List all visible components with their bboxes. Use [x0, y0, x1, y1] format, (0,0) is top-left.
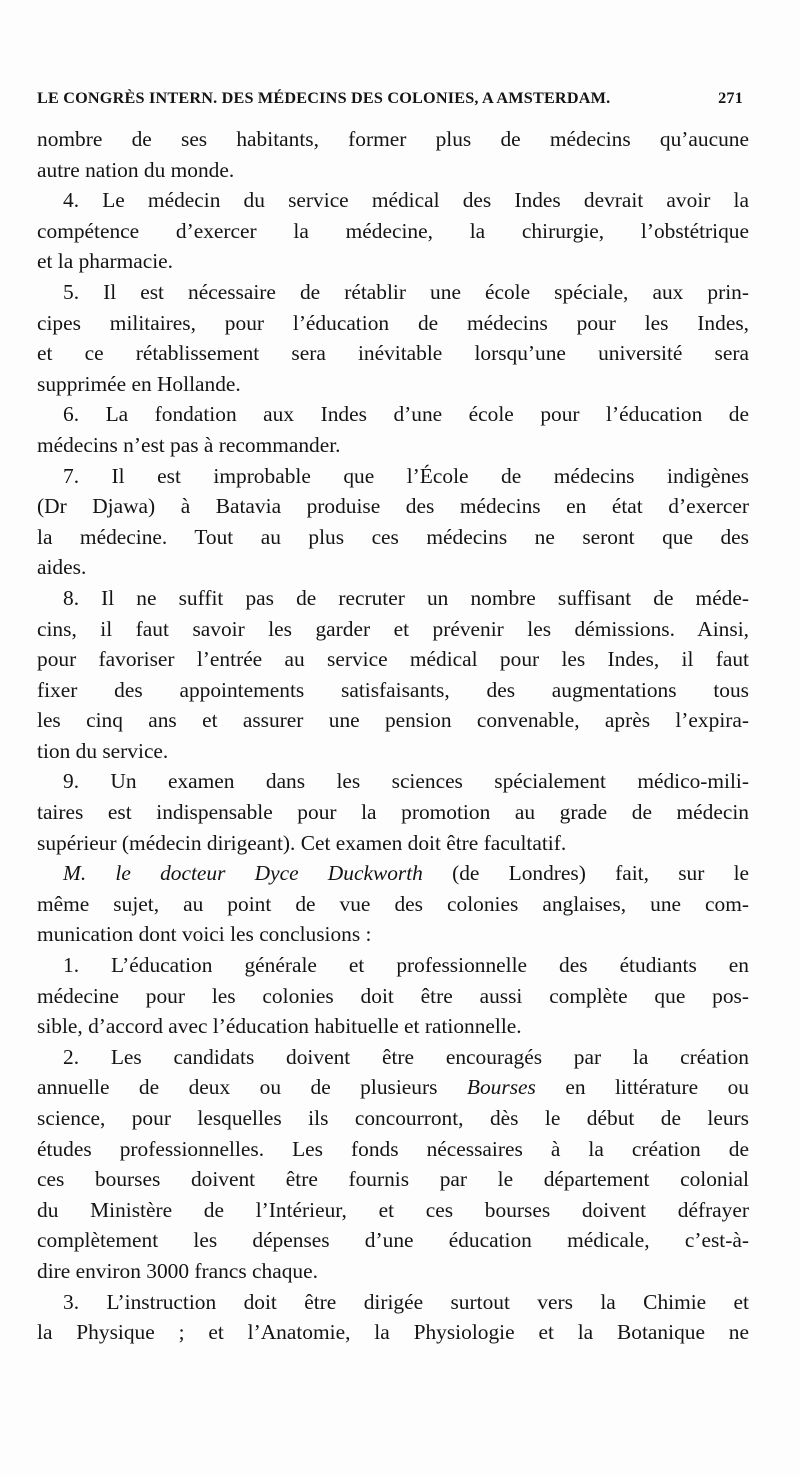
page-number: 271 [718, 89, 743, 107]
text-line-segment: 8. Il ne suffit pas de recruter un nombre suffisant de méde- [63, 585, 749, 610]
text-line-segment: fixer des appointements satisfaisants, des augmentations tous [37, 677, 749, 702]
text-line [37, 736, 749, 767]
text-line [37, 644, 749, 675]
text-line [37, 185, 749, 216]
text-line-segment: (de Londres) fait, sur le [422, 861, 749, 886]
text-line [37, 216, 749, 247]
text-line [37, 399, 749, 430]
text-line-segment: 6. La fondation aux Indes d’une école pour l’éducation de [63, 402, 749, 427]
text-line [37, 1287, 749, 1318]
text-line [37, 461, 749, 492]
text-line [37, 583, 749, 614]
text-line-segment: cins, il faut savoir les garder et prévenir les démissions. Ainsi, [37, 616, 749, 641]
text-line-segment: autre nation du monde. [37, 157, 235, 182]
text-line-segment: la médecine. Tout au plus ces médecins ne seront que des [37, 524, 749, 549]
text-line-segment: tion du service. [37, 738, 169, 763]
text-line-segment: cipes militaires, pour l’éducation de médecins pour les Indes, [37, 310, 749, 335]
text-line-segment: et la pharmacie. [37, 249, 173, 274]
body-text [37, 124, 749, 1348]
text-line-segment: (Dr Djawa) à Batavia produise des médecins en état d’exercer [37, 494, 749, 519]
text-line-segment: munication dont voici les conclusions : [37, 922, 372, 947]
text-line-segment: sible, d’accord avec l’éducation habituelle et rationnelle. [37, 1014, 522, 1039]
running-head [37, 89, 743, 108]
text-line [37, 675, 749, 706]
italic-segment: Bourses [466, 1075, 536, 1100]
text-line [37, 246, 749, 277]
text-line-segment: et ce rétablissement sera inévitable lorsqu’une université sera [37, 341, 749, 366]
text-line [37, 522, 749, 553]
text-line [37, 1317, 749, 1348]
text-line-segment: même sujet, au point de vue des colonies anglaises, une com- [37, 891, 749, 916]
text-line [37, 552, 749, 583]
text-line-segment: complètement les dépenses d’une éducation médicale, c’est-à- [37, 1228, 749, 1253]
text-line [37, 308, 749, 339]
text-line-segment: science, pour lesquelles ils concourront, dès le début de leurs [37, 1106, 749, 1130]
text-line [37, 1256, 749, 1287]
text-line-segment: 3. L’instruction doit être dirigée surtout vers la Chimie et [63, 1289, 749, 1314]
text-line-segment: taires est indispensable pour la promotion au grade de médecin [37, 800, 749, 825]
text-line-segment: médecine pour les colonies doit être aussi complète que pos- [37, 983, 749, 1008]
text-line [37, 858, 749, 889]
text-line [37, 828, 749, 859]
text-line [37, 491, 749, 522]
text-line [37, 889, 749, 920]
text-line-segment: nombre de ses habitants, former plus de médecins qu’aucune [37, 127, 749, 151]
italic-segment: M. le docteur Dyce Duckworth [63, 861, 423, 886]
text-line-segment: annuelle de deux ou de plusieurs [37, 1075, 467, 1100]
text-line [37, 430, 749, 461]
text-line [37, 1103, 749, 1134]
text-line [37, 919, 749, 950]
text-line [37, 1134, 749, 1165]
text-line-segment: 9. Un examen dans les sciences spécialement médico-mili- [63, 769, 749, 794]
text-line [37, 338, 749, 369]
text-line-segment: 2. Les candidats doivent être encouragés par la création [63, 1044, 749, 1069]
text-line-segment: 1. L’éducation générale et professionnelle des étudiants en [63, 953, 749, 978]
text-line [37, 369, 749, 400]
text-line-segment: dire environ 3000 francs chaque. [37, 1258, 318, 1283]
text-line-segment: 7. Il est improbable que l’École de médecins indigènes [63, 463, 749, 488]
text-line [37, 981, 749, 1012]
text-line-segment: pour favoriser l’entrée au service médical pour les Indes, il faut [37, 647, 749, 672]
text-line-segment: études professionnelles. Les fonds nécessaires à la création de [37, 1136, 749, 1161]
text-line [37, 124, 749, 155]
text-line-segment: compétence d’exercer la médecine, la chirurgie, l’obstétrique [37, 218, 749, 243]
text-line-segment: en littérature ou [535, 1075, 749, 1100]
text-line [37, 1225, 749, 1256]
text-line [37, 614, 749, 645]
text-line [37, 1164, 749, 1195]
text-line [37, 1042, 749, 1073]
text-line [37, 797, 749, 828]
text-line-segment: 4. Le médecin du service médical des Indes devrait avoir la [63, 188, 749, 213]
text-line [37, 1011, 749, 1042]
text-line-segment: du Ministère de l’Intérieur, et ces bourses doivent défrayer [37, 1197, 749, 1222]
running-head-title: LE CONGRÈS INTERN. DES MÉDECINS DES COLONIES, A AMSTERDAM. [37, 89, 611, 107]
text-line-segment: ces bourses doivent être fournis par le département colonial [37, 1167, 749, 1192]
text-line-segment: les cinq ans et assurer une pension convenable, après l’expira- [37, 708, 749, 733]
text-line [37, 766, 749, 797]
text-line-segment: supérieur (médecin dirigeant). Cet examen doit être facultatif. [37, 830, 567, 855]
text-line-segment: supprimée en Hollande. [37, 371, 241, 396]
text-line [37, 155, 749, 186]
text-line-segment: la Physique ; et l’Anatomie, la Physiologie et la Botanique ne [37, 1320, 749, 1345]
text-line [37, 277, 749, 308]
text-line [37, 1072, 749, 1103]
text-line [37, 950, 749, 981]
text-line-segment: médecins n’est pas à recommander. [37, 432, 341, 457]
text-line [37, 1195, 749, 1226]
text-line-segment: 5. Il est nécessaire de rétablir une école spéciale, aux prin- [63, 279, 749, 304]
text-line [37, 705, 749, 736]
text-line-segment: aides. [37, 555, 87, 580]
